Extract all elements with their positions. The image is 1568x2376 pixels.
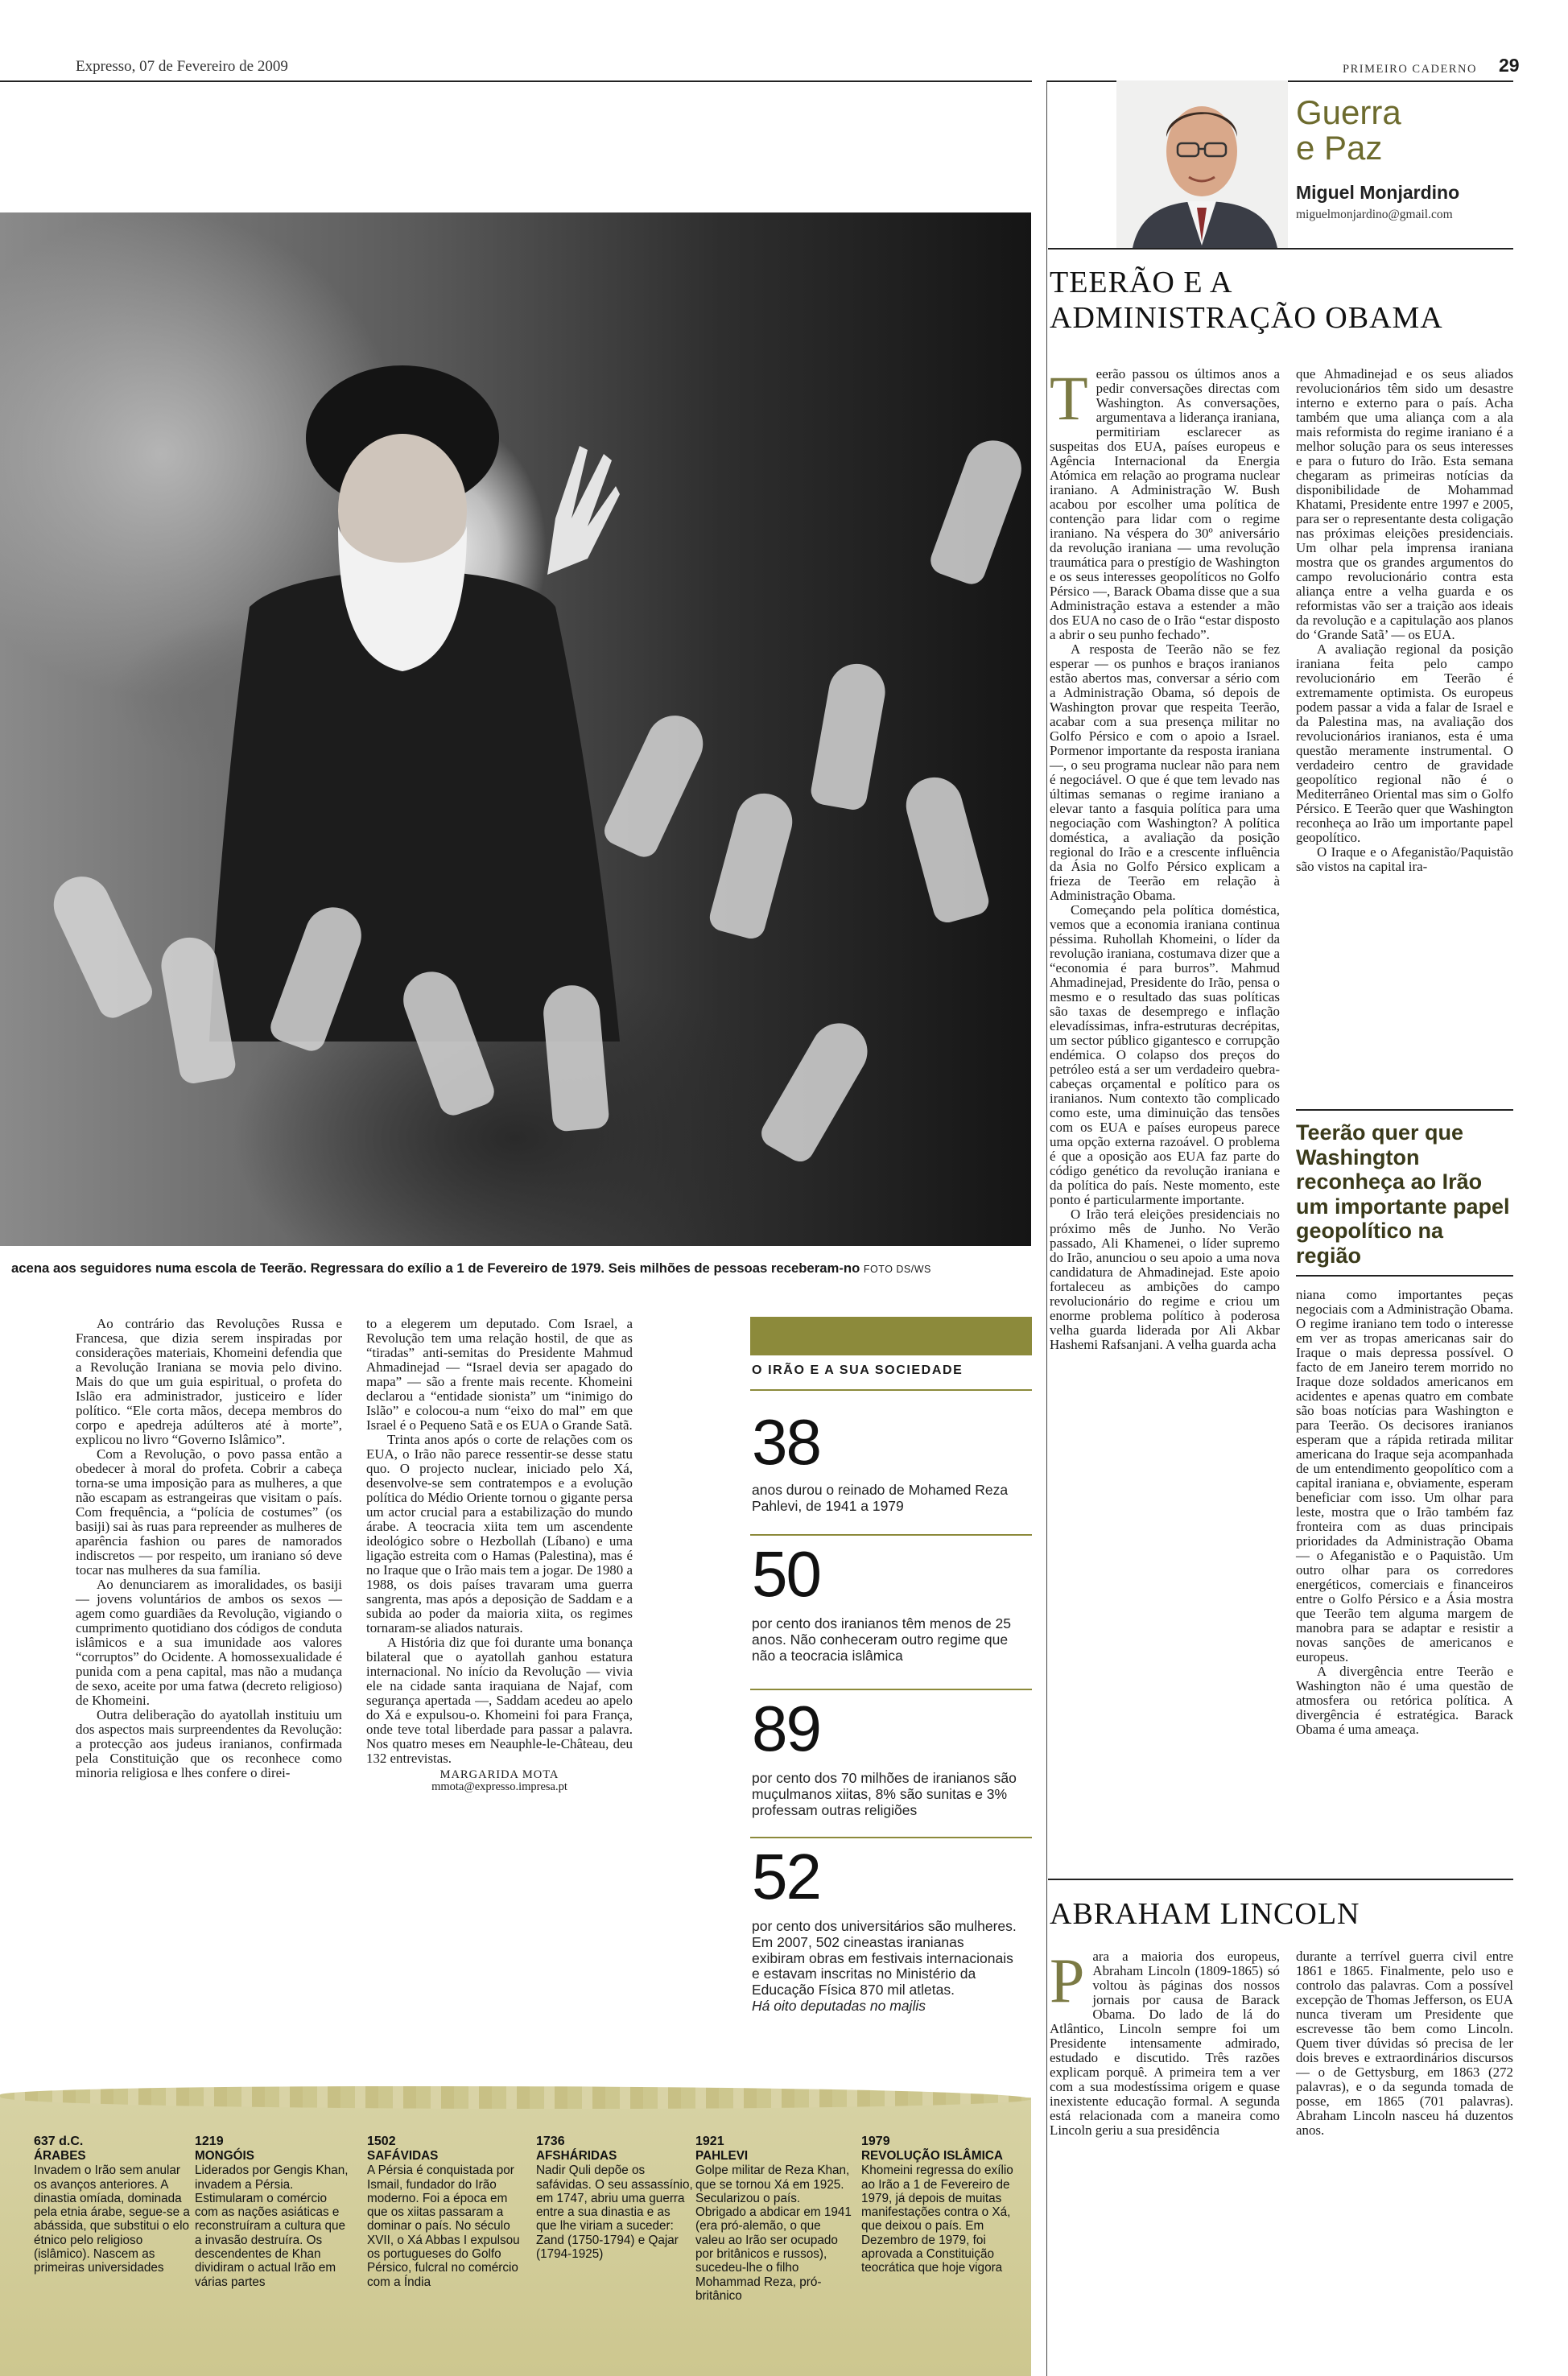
opinion-paragraph-text: ara a maioria dos europeus, Abraham Lincoln (1809-1865) só voltou às páginas dos nossos jornais por causa de Barack Obama. Do lado de lá do Atlântico, Lincoln sempre foi um Presidente intensamente admirado, estudado e discutido. Três razões explicam porquê. A primeira tem a ver com a sua modestíssima origem e quase inexistente educação formal. A segunda está relacionada com a maneira como Lincoln geriu a sua presidência (1050, 1949, 1280, 2138)
stat-description: anos durou o reinado de Mohamed Reza Pahlevi, de 1941 a 1979 (752, 1482, 1009, 1514)
timeline-entry (195, 2135, 353, 2289)
drop-cap: P (1050, 1945, 1085, 2015)
timeline-text: Golpe militar de Reza Khan, que se tornou Xá em 1925. Secularizou o país. Obrigado a abdicar em 1941 (era pró-alemão, o que valeu ao Irão ser ocupado por britânicos e russos), sucedeu-lhe o filho Mohammad Reza, pró-britânico (695, 2164, 852, 2303)
stat-description: por cento dos universitários são mulheres. Em 2007, 502 cineastas iranianas exibiram obras em festivais internacionais e estavam inscritas no Ministério da Educação Física 870 mil atletas. (752, 1918, 1017, 1999)
timeline-name: SAFÁVIDAS (367, 2149, 439, 2164)
timeline-name: ÁRABES (34, 2149, 86, 2164)
opinion-paragraph: A avaliação regional da posição iraniana feita pelo campo revolucionário em Teerão é extremamente optimista. Os europeus podem passar a vida a falar de Israel e da Palestina mas, na avaliação dos revolucionários iranianos, esta é uma questão meramente instrumental. O verdadeiro centro de gravidade geopolítico regional não é o Mediterrâneo Oriental mas sim o Golfo Pérsico. E Teerão quer que Washington reconheça ao Irão um importante papel geopolítico. (1296, 641, 1513, 845)
date-line: Expresso, 07 de Fevereiro de 2009 (76, 58, 288, 75)
opinion-paragraph (1050, 363, 1280, 642)
khomeini-photo (0, 212, 1031, 1246)
opinion-paragraph: A divergência entre Teerão e Washington não é uma questão de atmosfera ou retórica política. A divergência é estratégica. Barack Obama é uma ameaça. (1296, 1664, 1513, 1737)
section-label: PRIMEIRO CADERNO (1343, 63, 1477, 76)
article-email: mmota@expresso.impresa.pt (431, 1780, 567, 1794)
crowd-hand (809, 659, 889, 811)
stat-rule (750, 1837, 1032, 1838)
timeline-text: A Pérsia é conquistada por Ismail, fundador do Irão moderno. Foi a época em que os xiitas passaram a dominar o país. No século XVII, o Xá Abbas I expulsou os portugueses do Golfo Pérsico, fulcral no comércio com a Índia (367, 2164, 520, 2289)
timeline (0, 2098, 1031, 2376)
article-paragraph: Ao contrário das Revoluções Russa e Francesa, que dizia serem inspiradas por considerações materiais, Khomeini defendia que a Revolução Iraniana se movia pelo divino. Mais do que um guia espiritual, o profeta do Islão era administrador, justiceiro e líder político. “Ele corta mãos, decepa membros do corpo e apedreja adúlteros até à morte”, explicou no livro “Governo Islâmico”. (76, 1316, 342, 1447)
sidebar-rule (750, 1389, 1032, 1391)
timeline-name: PAHLEVI (695, 2149, 749, 2164)
crowd-hand (926, 432, 1029, 588)
timeline-year: 1921 (695, 2135, 724, 2148)
article-paragraph: Ao denunciarem as imoralidades, os basiji — jovens voluntários de ambos os sexos — agem como guardiães da Revolução, vigiando o cumprimento quotidiano dos códigos de conduta islâmicos e a sua imunidade aos valores “corruptos” do Ocidente. A homossexualidade é punida com a pena capital, mas não a mudança de sexo, aceite por uma fatwa (decreto religioso) de Khomeini. (76, 1577, 342, 1708)
stat-rule (750, 1534, 1032, 1536)
timeline-year: 1502 (367, 2135, 396, 2148)
timeline-name: AFSHÁRIDAS (536, 2149, 617, 2164)
stat-number: 50 (752, 1538, 820, 1610)
stat-extra: Há oito deputadas no majlis (752, 1997, 926, 2014)
author-name: Miguel Monjardino (1296, 182, 1460, 203)
crowd-hand (707, 787, 798, 942)
sidebar-title: O IRÃO E A SUA SOCIEDADE (752, 1363, 963, 1377)
stat-description: por cento dos 70 milhões de iranianos são muçulmanos xiitas, 8% são sunitas e 3% professam outras religiões (752, 1770, 1017, 1818)
opinion2-column-2 (1296, 1949, 1513, 2138)
stat-number: 38 (752, 1406, 820, 1478)
timeline-entry (861, 2135, 1019, 2275)
article-paragraph: to a elegerem um deputado. Com Israel, a Revolução tem uma relação hostil, de que as “tiradas” anti-semitas do Presidente Mahmud Ahmadinejad — “Israel devia ser apagado do mapa” — são a frente mais recente. Khomeini declarou a “entidade sionista” um “inimigo do Islão” e colocou-a num “eixo do mal” em que Israel é o Pequeno Satã e os EUA o Grande Satã. (366, 1316, 633, 1433)
article-paragraph: Outra deliberação do ayatollah instituiu um dos aspectos mais surpreendentes da Revolução: a protecção aos judeus iranianos, confirmada pela Constituição que os reconhece como minoria religiosa e lhes confere o direi- (76, 1707, 342, 1780)
timeline-torn-edge (0, 2086, 1031, 2109)
timeline-text: Khomeini regressa do exílio ao Irão a 1 de Fevereiro de 1979, já depois de muitas manifestações contra o Xá, que deixou o país. Em Dezembro de 1979, foi aprovada a Constituição teocrática que hoje vigora (861, 2164, 1013, 2275)
crowd-hand (757, 1013, 878, 1167)
opinion-paragraph: O Iraque e o Afeganistão/Paquistão são vistos na capital ira- (1296, 844, 1513, 874)
stat-number: 89 (752, 1693, 820, 1764)
timeline-year: 1736 (536, 2135, 565, 2148)
timeline-entry (34, 2135, 192, 2275)
opinion-column-2-cont (1296, 1288, 1513, 1737)
columnist-photo (1116, 80, 1288, 248)
timeline-entry (536, 2135, 694, 2261)
stat-description: por cento dos iranianos têm menos de 25 anos. Não conheceram outro regime que não a teocracia islâmica (752, 1615, 1011, 1664)
article-column-1 (76, 1317, 342, 1780)
drop-cap: T (1050, 363, 1088, 433)
column-name-line1: Guerra (1296, 93, 1401, 131)
stat-item (752, 1841, 1017, 2015)
timeline-text: Invadem o Irão sem anular os avanços anteriores. A dinastia omíada, dominada pela etnia árabe, segue-se a abássida, que substitui o elo étnico pelo religioso (islâmico). Nascem as primeiras universidades (34, 2164, 190, 2275)
photo-caption (11, 1260, 1034, 1277)
headline-line2: ADMINISTRAÇÃO OBAMA (1050, 300, 1443, 335)
opinion2-column-1 (1050, 1945, 1280, 2138)
column-name (1296, 95, 1401, 166)
opinion-paragraph-text: eerão passou os últimos anos a pedir conversações directas com Washington. As conversações, argumentava a liderança iraniana, permitiriam esclarecer as suspeitas dos EUA, países europeus e Agência Internacional da Energia Atómica em relação ao programa nuclear iraniano. A Administração W. Bush acabou por escolher uma política de contenção para lidar com o regime iraniano. Na véspera do 30º aniversário da revolução iraniana — uma revolução traumática para o prestígio de Washington e os seus interesses geopolíticos no Golfo Pérsico —, Barack Obama disse que a sua Administração estava a estender a mão dos EUA no caso de o Irão “estar disposto a abrir o seu punho fechado”. (1050, 366, 1280, 642)
timeline-year: 1219 (195, 2135, 224, 2148)
column-name-line2: e Paz (1296, 129, 1383, 167)
page-number: 29 (1499, 55, 1520, 76)
timeline-year: 1979 (861, 2135, 890, 2148)
opinion2-rule (1048, 1879, 1513, 1880)
opinion-column-1 (1050, 363, 1280, 1352)
timeline-entry (695, 2135, 853, 2303)
opinion-paragraph (1050, 1945, 1280, 2138)
opinion-paragraph: A resposta de Teerão não se fez esperar — os punhos e braços iranianos estão abertos mas, conversar a sério com a Administração Obama, só depois de Washington provar que respeita Teerão, acabar com a sua presença militar no Golfo Pérsico e com o apoio a Israel. Pormenor importante da resposta iraniana —, o seu programa nuclear não para nem é negociável. O que é que tem levado nas últimas semanas o regime iraniano a elevar tanto a fasquia política para uma negociação com Washington? A política doméstica, a avaliação da posição regional do Irão e a crescente influência da Ásia no Golfo Pérsico explicam a frieza de Teerão em relação à Administração Obama. (1050, 641, 1280, 903)
timeline-name: REVOLUÇÃO ISLÂMICA (861, 2149, 1003, 2164)
stat-item (752, 1538, 1017, 1664)
timeline-name: MONGÓIS (195, 2149, 254, 2164)
timeline-entry (367, 2135, 525, 2289)
opinion-paragraph: Começando pela política doméstica, vemos que a economia iraniana continua péssima. Ruhollah Khomeini, o líder da revolução iraniana, costumava dizer que a “economia é para burros”. Mahmud Ahmadinejad, Presidente do Irão, pensa o mesmo e o resultado das suas políticas são taxas de desemprego e inflação elevadíssimas, infra-estruturas decrépitas, um sector público gigantesco e corrupção endémica. O colapso dos preços do petróleo está a ser um verdadeiro quebra-cabeças orçamental e político para os iranianos. Num contexto tão complicado como este, uma diminuição das tensões com os EUA e países europeus parece uma opção externa razoável. O problema é que a oposição aos EUA faz parte do código genético da revolução iraniana e da política do país. Neste momento, este ponto é particularmente importante. (1050, 902, 1280, 1207)
opinion-paragraph: niana como importantes peças negociais com a Administração Obama. O regime iraniano tem todo o interesse em ver as tropas americanas sair do Iraque o mais depressa possível. O facto de em Janeiro terem morrido no Iraque doze soldados americanos em acidentes e apenas quatro em combate são boas notícias para Washington e para Teerão. Os decisores iranianos esperam que a rápida retirada militar americana do Iraque seja acompanhada de um entendimento geopolítico com a capital iraniana e, obviamente, esperam beneficiar com isso. Um olhar para leste, mostra que o Irão também faz fronteira com as duas principais prioridades da Administração Obama — o Afeganistão e o Paquistão. Um outro olhar para os corredores energéticos, comerciais e financeiros entre o Golfo Pérsico e a Ásia mostra que Teerão tem alguma margem de manobra para se adaptar e resistir a novas sanções de americanos e europeus. (1296, 1287, 1513, 1664)
crowd-hand (900, 771, 992, 926)
pullquote-rule-top (1296, 1109, 1513, 1111)
opinion2-headline: ABRAHAM LINCOLN (1050, 1897, 1360, 1931)
opinion-column-2 (1296, 367, 1513, 874)
header-rule-left (0, 80, 1032, 82)
timeline-year: 637 d.C. (34, 2135, 84, 2148)
pullquote: Teerão quer que Washington reconheça ao Irão um importante papel geopolítico na região (1296, 1120, 1510, 1268)
article-paragraph: A História diz que foi durante uma bonança bilateral que o ayatollah ganhou estatura internacional. No início da Revolução — vivia ele na cidade santa iraquiana de Najaf, com segurança apertada —, Saddam acedeu ao apelo do Xá e expulsou-o. Khomeini foi para França, onde teve total liberdade para passar a palavra. Nos quatro meses em Neauphle-le-Château, deu 132 entrevistas. (366, 1635, 633, 1766)
columnist-rule (1048, 248, 1513, 250)
article-paragraph: Trinta anos após o corte de relações com os EUA, o Irão não parece ressentir-se desse statu quo. O projecto nuclear, iniciado pelo Xá, desenvolve-se sem contratempos e a evolução política do Médio Oriente tornou o gigante persa um actor crucial para a estabilização do mundo árabe. A teocracia xiita tem um ascendente ideológico sobre o Hezbollah (Líbano) e uma ligação estreita com o Hamas (Palestina), mas é no Iraque que o Irão mais tem a jogar. De 1980 a 1988, os dois países travaram uma guerra sangrenta, mas após a deposição de Saddam e a subida ao poder da maioria xiita, os regimes tornaram-se aliados naturais. (366, 1432, 633, 1636)
sidebar-bar (750, 1317, 1032, 1355)
photo-credit: FOTO DS/WS (863, 1264, 931, 1275)
pullquote-rule-bottom (1296, 1275, 1513, 1277)
stat-item (752, 1406, 1017, 1515)
stat-rule (750, 1689, 1032, 1690)
opinion-paragraph: durante a terrível guerra civil entre 1861 e 1865. Finalmente, pelo uso e controlo das palavras. Com a possível excepção de Thomas Jefferson, os EUA nunca tiveram um Presidente que escrevesse tão bem como Lincoln. Quem tiver dúvidas só precisa de ler dois breves e extraordinários discursos — o de Gettysburg, em 1863 (272 palavras), e o da segunda tomada de posse, em 1865 (701 palavras). Abraham Lincoln nasceu há duzentos anos. (1296, 1949, 1513, 2138)
timeline-text: Liderados por Gengis Khan, invadem a Pérsia. Estimularam o comércio com as nações asiáticas e reconstruíram a cultura que a invasão destruíra. Os descendentes de Khan dividiram o actual Irão em várias partes (195, 2164, 349, 2289)
article-signature: MARGARIDA MOTA (439, 1768, 559, 1781)
stat-item (752, 1693, 1017, 1818)
stat-number: 52 (752, 1841, 820, 1912)
article-column-2 (366, 1317, 633, 1794)
crowd-hand (44, 868, 157, 1023)
article-paragraph: Com a Revolução, o povo passa então a obedecer à moral do profeta. Cobrir a cabeça torna-se uma imposição para as mulheres, a que não escapam as estrangeiras que visitam o país. Com frequência, a “polícia de costumes” (os basiji) sai às ruas para repreender as mulheres de aparência fashion ou pares de namorados indiscretos — por respeito, um iraniano só deve tocar nas mulheres da sua família. (76, 1446, 342, 1578)
column-divider (1046, 80, 1047, 2376)
opinion-headline (1050, 266, 1513, 336)
author-email: miguelmonjardino@gmail.com (1296, 208, 1453, 221)
timeline-text: Nadir Quli depõe os safávidas. O seu assassínio, em 1747, abriu uma guerra entre a sua dinastia e as que lhe viriam a suceder: Zand (1750-1794) e Qajar (1794-1925) (536, 2164, 693, 2262)
caption-text: acena aos seguidores numa escola de Teerão. Regressara do exílio a 1 de Fevereiro de 1979. Seis milhões de pessoas receberam-no (11, 1260, 860, 1276)
opinion-paragraph: que Ahmadinejad e os seus aliados revolucionários têm sido um desastre interno e externo para o país. Acha também que uma aliança com a ala mais reformista do regime iraniano é a melhor solução para os seus interesses e para o futuro do Irão. Esta semana chegaram as primeiras notícias da disponibilidade de Mohammad Khatami, Presidente entre 1997 e 2005, para ser o representante desta coligação nas próximas eleições presidenciais. Um olhar pela imprensa iraniana mostra que os grandes argumentos do campo revolucionário contra esta aliança entre a velha guarda e os reformistas vão ser a traição aos ideais da revolução e a capitulação aos planos do ‘Grande Satã’ — os EUA. (1296, 366, 1513, 642)
opinion-paragraph: O Irão terá eleições presidenciais no próximo mês de Junho. No Verão passado, Ali Khamenei, o líder supremo do Irão, anunciou o seu apoio a uma nova candidatura de Ahmadinejad. Este apoio fortaleceu as ambições do campo revolucionário do regime e criou um enorme problema político à poderosa velha guarda liderada por Ali Akbar Hashemi Rafsanjani. A velha guarda acha (1050, 1207, 1280, 1352)
headline-line1: TEERÃO E A (1050, 266, 1233, 299)
